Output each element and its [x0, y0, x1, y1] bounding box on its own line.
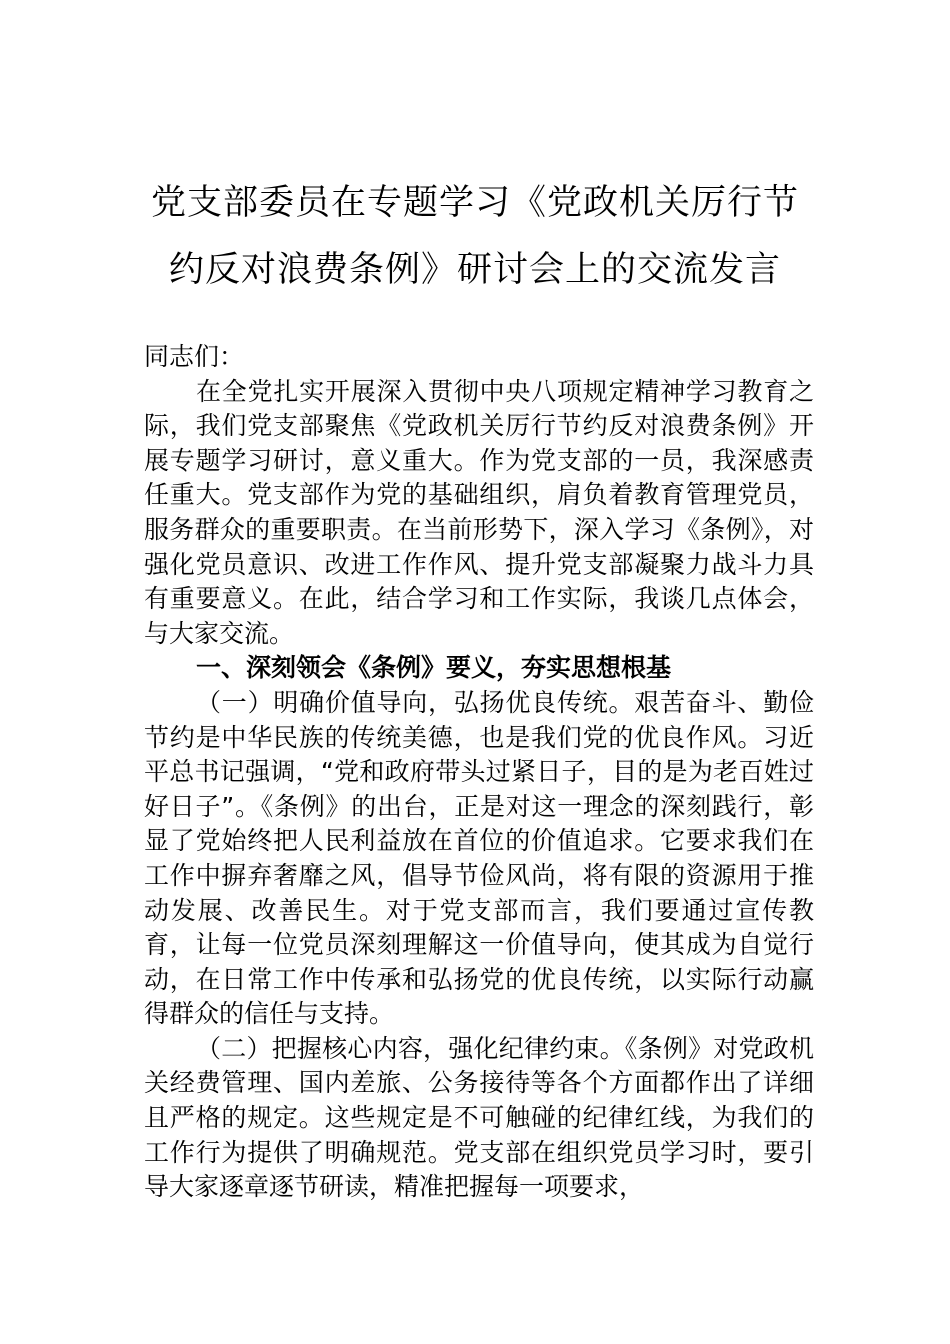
salutation: 同志们：	[144, 342, 245, 371]
section-1-heading: 一、深刻领会《条例》要义，夯实思想根基	[196, 653, 672, 683]
section-1-paragraph-2: （二）把握核心内容，强化纪律约束。《条例》对党政机关经费管理、国内差旅、公务接待等各个方面都作出了详细且严格的规定。这些规定是不可触碰的纪律红线，为我们的工作行为提供了明确规范。党支部在组织党员学习时，要引导大家逐章逐节研读，精准把握每一项要求，	[144, 1033, 814, 1202]
section-1-paragraph-1: （一）明确价值导向，弘扬优良传统。艰苦奋斗、勤俭节约是中华民族的传统美德，也是我们党的优良作风。习近平总书记强调，“党和政府带头过紧日子，目的是为老百姓过好日子”。《条例》的出台，正是对这一理念的深刻践行，彰显了党始终把人民利益放在首位的价值追求。它要求我们在工作中摒弃奢靡之风，倡导节俭风尚，将有限的资源用于推动发展、改善民生。对于党支部而言，我们要通过宣传教育，让每一位党员深刻理解这一价值导向，使其成为自觉行动，在日常工作中传承和弘扬党的优良传统，以实际行动赢得群众的信任与支持。	[144, 687, 814, 1029]
document-title-line-1: 党支部委员在专题学习《党政机关厉行节	[150, 183, 799, 223]
intro-paragraph: 在全党扎实开展深入贯彻中央八项规定精神学习教育之际，我们党支部聚焦《党政机关厉行节约反对浪费条例》开展专题学习研讨，意义重大。作为党支部的一员，我深感责任重大。党支部作为党的基础组织，肩负着教育管理党员，服务群众的重要职责。在当前形势下，深入学习《条例》，对强化党员意识、改进工作作风、提升党支部凝聚力战斗力具有重要意义。在此，结合学习和工作实际，我谈几点体会，与大家交流。	[144, 376, 814, 648]
document-body	[144, 340, 814, 1205]
document-title-line-2: 约反对浪费条例》研讨会上的交流发言	[168, 250, 781, 290]
